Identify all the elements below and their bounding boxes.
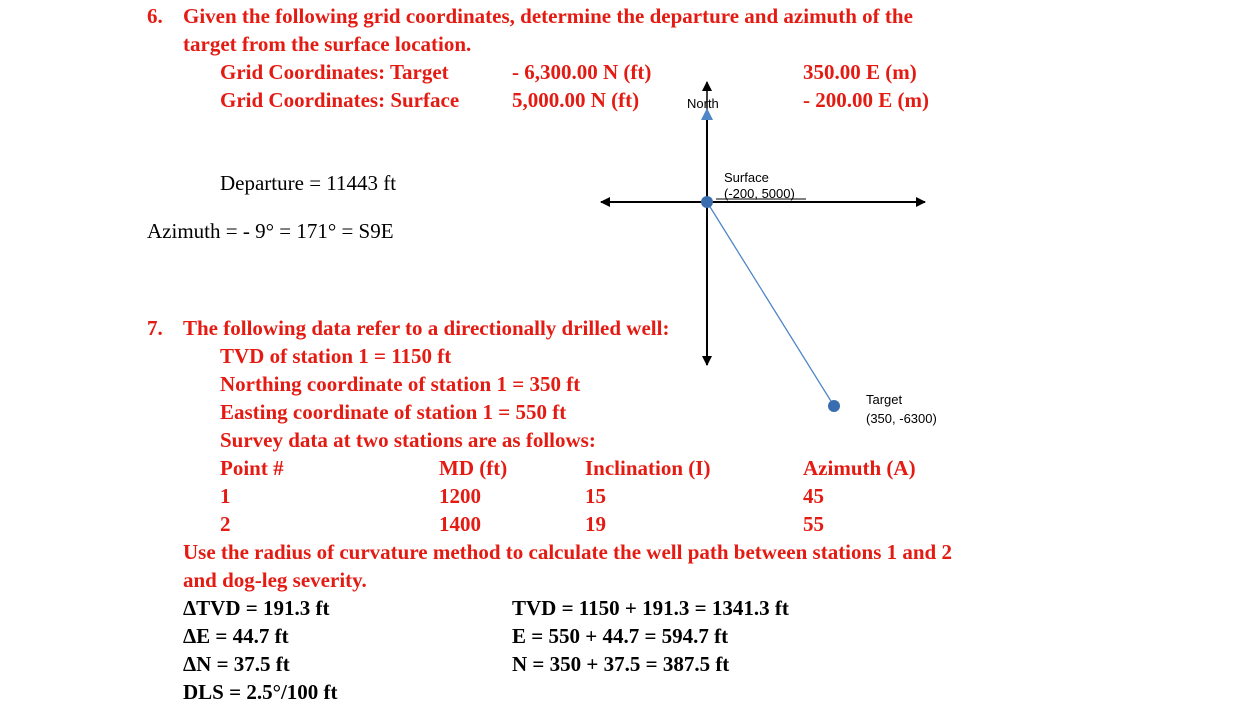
departure-answer: Departure = 11443 ft	[220, 171, 397, 195]
answer-tvd: TVD = 1150 + 191.3 = 1341.3 ft	[512, 596, 789, 620]
table-cell: 1	[220, 484, 231, 508]
surface-point	[701, 196, 713, 208]
table-cell: 2	[220, 512, 231, 536]
table-header-inclination: Inclination (I)	[585, 456, 711, 480]
azimuth-answer: Azimuth = - 9° = 171° = S9E	[147, 219, 394, 243]
table-cell: 45	[803, 484, 824, 508]
answer-delta-e: ΔE = 44.7 ft	[183, 624, 289, 648]
q6-number: 6.	[147, 4, 163, 28]
table-cell: 19	[585, 512, 606, 536]
target-point	[828, 400, 840, 412]
q7-survey-intro: Survey data at two stations are as follows:	[220, 428, 596, 452]
table-header-point: Point #	[220, 456, 284, 480]
q7-instruction-line2: and dog-leg severity.	[183, 568, 367, 592]
answer-e: E = 550 + 44.7 = 594.7 ft	[512, 624, 729, 648]
answer-delta-tvd: ΔTVD = 191.3 ft	[183, 596, 330, 620]
target-coords-label-diagram: (350, -6300)	[866, 411, 937, 426]
q7-northing-station1: Northing coordinate of station 1 = 350 ft	[220, 372, 581, 396]
target-coords-label: Grid Coordinates: Target	[220, 60, 449, 84]
north-label: North	[687, 96, 719, 111]
surface-easting: - 200.00 E (m)	[803, 88, 929, 112]
surface-coords-label-diagram: (-200, 5000)	[724, 186, 795, 201]
q7-instruction-line1: Use the radius of curvature method to calculate the well path between stations 1 and 2	[183, 540, 952, 564]
q7-intro: The following data refer to a directionally drilled well:	[183, 316, 670, 340]
surface-label: Surface	[724, 170, 769, 185]
table-cell: 1200	[439, 484, 481, 508]
table-cell: 15	[585, 484, 606, 508]
answer-delta-n: ΔN = 37.5 ft	[183, 652, 290, 676]
q7-easting-station1: Easting coordinate of station 1 = 550 ft	[220, 400, 567, 424]
surface-northing: 5,000.00 N (ft)	[512, 88, 640, 112]
table-cell: 55	[803, 512, 824, 536]
well-path-line	[707, 202, 834, 406]
q7-tvd-station1: TVD of station 1 = 1150 ft	[220, 344, 452, 368]
target-label: Target	[866, 392, 903, 407]
surface-coords-label: Grid Coordinates: Surface	[220, 88, 460, 112]
table-cell: 1400	[439, 512, 481, 536]
table-header-azimuth: Azimuth (A)	[803, 456, 916, 480]
q7-number: 7.	[147, 316, 163, 340]
target-easting: 350.00 E (m)	[803, 60, 917, 84]
table-header-md: MD (ft)	[439, 456, 508, 480]
answer-n: N = 350 + 37.5 = 387.5 ft	[512, 652, 730, 676]
answer-dls: DLS = 2.5°/100 ft	[183, 680, 338, 704]
target-northing: - 6,300.00 N (ft)	[512, 60, 652, 84]
q6-question-line1: Given the following grid coordinates, determine the departure and azimuth of the	[183, 4, 913, 28]
q6-question-line2: target from the surface location.	[183, 32, 472, 56]
